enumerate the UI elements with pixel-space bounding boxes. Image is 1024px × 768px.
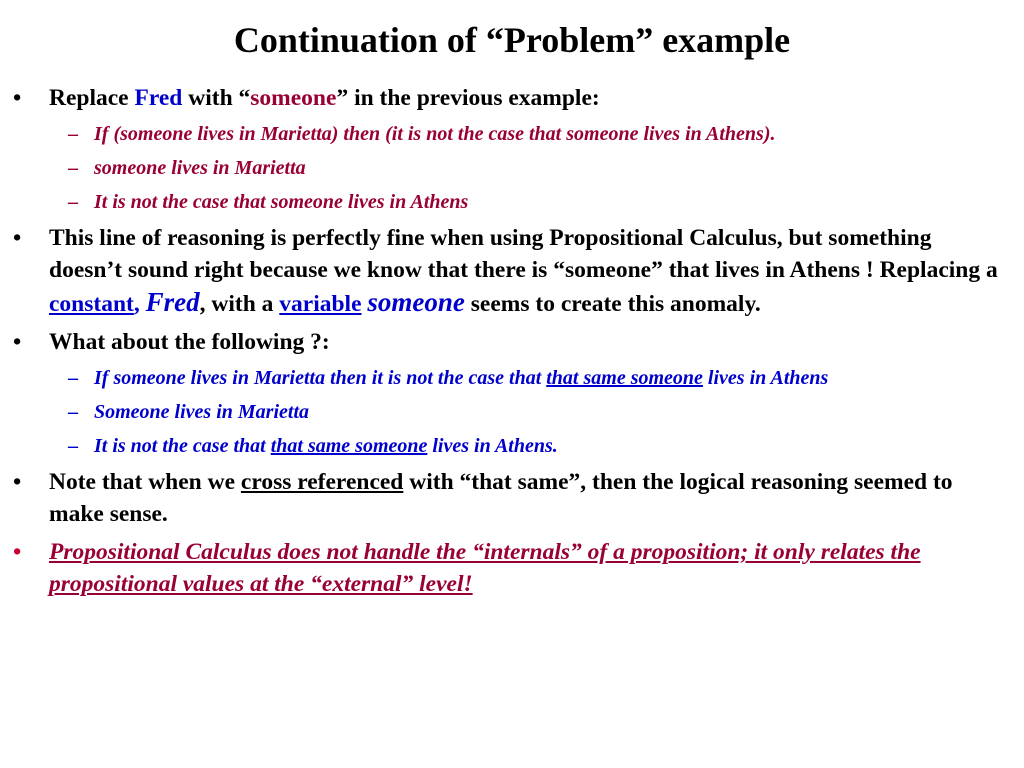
b5-text: Propositional Calculus does not handle the “internals” of a proposition; it only relates the propositional values at the “external” level! (49, 539, 921, 597)
bullet-conclusion (0, 536, 999, 600)
b4-text-2: with “that same”, then the logical reasoning seemed to make sense. (49, 469, 953, 527)
b3-text: What about the following ?: (49, 329, 330, 355)
slide-body (0, 82, 1024, 606)
b2-fred: Fred (145, 287, 200, 317)
b1-fred: Fred (134, 85, 183, 111)
b3-sub2-text: Someone lives in Marietta (94, 401, 309, 423)
bullet-what-about (0, 326, 999, 358)
b3-sub1-that-same-someone: that same someone (546, 367, 703, 389)
b2-text-1: This line of reasoning is perfectly fine when using Propositional Calculus, but something doesn’t sound right because we know that there is “someone” that lives in Athens ! Replacing a (49, 225, 998, 283)
bullet-replace-fred (0, 82, 999, 114)
b1-text-3: ” in the previous example: (336, 85, 600, 111)
bullet-cross-referenced (0, 466, 999, 530)
b1-someone: someone (250, 85, 337, 111)
b2-someone: someone (367, 287, 465, 317)
sub-bullet-dash: – (68, 191, 78, 213)
sub-bullet-dash: – (68, 367, 78, 389)
b2-constant-link[interactable]: constant (49, 291, 134, 317)
sub-bullet-conclusion (0, 188, 974, 216)
b2-variable-link[interactable]: variable (279, 291, 362, 317)
bullet-dot: • (13, 225, 22, 251)
b3-sub3-text-1: It is not the case that (94, 435, 271, 457)
sub-bullet-dash: – (68, 157, 78, 179)
b1-text-2: with “ (182, 85, 251, 111)
bullet-dot: • (13, 469, 22, 495)
b3-sub1-text-1: If someone lives in Marietta then it is not the case that (94, 367, 547, 389)
sub-bullet-if-same (0, 364, 974, 392)
b3-sub3-period: . (552, 435, 558, 457)
sub-bullet-dash: – (68, 435, 78, 457)
sub-bullet-premise (0, 154, 974, 182)
b3-sub1-text-2: lives in Athens (702, 367, 829, 389)
b3-sub3-that-same-someone: that same someone (270, 435, 428, 457)
b4-text-1: Note that when we (49, 469, 241, 495)
sub-bullet-text: someone lives in Marietta (94, 157, 306, 179)
b3-sub3-text-2: lives in Athens (427, 435, 553, 457)
bullet-dot: • (13, 85, 22, 111)
b4-cross-referenced: cross referenced (240, 469, 404, 495)
sub-bullet-text: It is not the case that someone lives in Athens (94, 191, 469, 213)
sub-bullet-text: If (someone lives in Marietta) then (it is not the case that someone lives in Athens). (94, 123, 776, 145)
bullet-dot: • (13, 539, 22, 565)
sub-bullet-dash: – (68, 401, 78, 423)
bullet-reasoning (0, 222, 999, 320)
sub-bullet-dash: – (68, 123, 78, 145)
b2-comma: , (133, 291, 140, 317)
b1-text-1: Replace (49, 85, 135, 111)
sub-bullet-not-case-same (0, 432, 974, 460)
sub-bullet-if-statement (0, 120, 974, 148)
slide-title: Continuation of “Problem” example (233, 20, 791, 60)
b2-text-3: seems to create this anomaly. (464, 291, 761, 317)
b2-text-2: , with a (199, 291, 280, 317)
sub-bullet-someone-marietta (0, 398, 974, 426)
bullet-dot: • (13, 329, 22, 355)
